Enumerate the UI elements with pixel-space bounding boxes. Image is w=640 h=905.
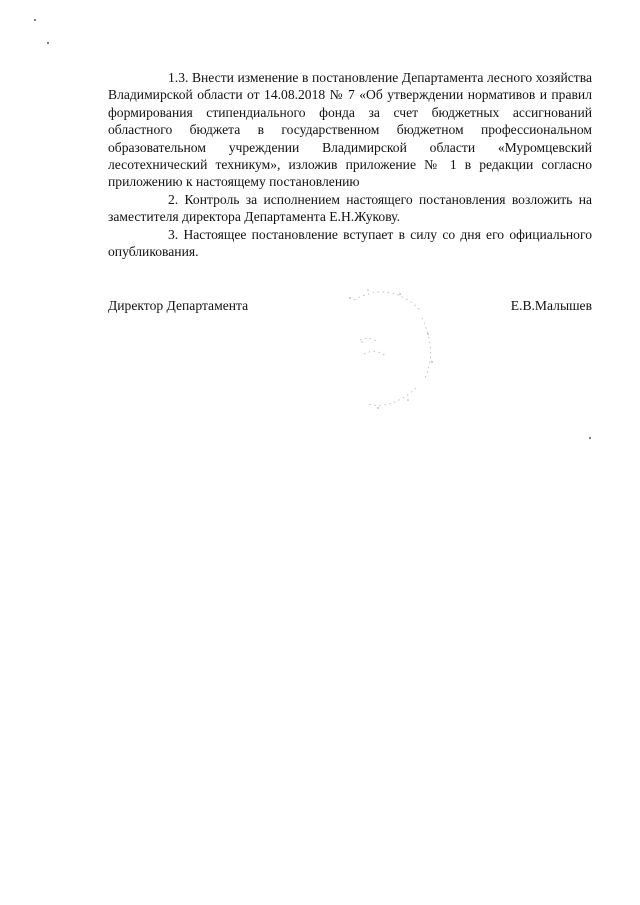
paragraph-1-3: [108, 69, 592, 191]
paragraph-2: [108, 191, 592, 226]
paragraph-number: 1.3.: [168, 70, 189, 85]
scan-speck: [589, 437, 591, 439]
signatory-name: Е.В.Малышев: [510, 298, 592, 313]
scan-speck: [47, 42, 49, 44]
paragraph-text: Настоящее постановление вступает в силу со дня его официального опубликования.: [108, 226, 592, 260]
faint-stamp-mark: [338, 282, 442, 414]
paragraph-text: Контроль за исполнением настоящего постановления возложить на заместителя директора Департамента Е.Н.Жукову.: [108, 191, 592, 225]
paragraph-number: 2.: [168, 191, 179, 207]
document-body: [108, 69, 592, 260]
paragraph-number: 3.: [168, 226, 179, 242]
paragraph-3: [108, 226, 592, 261]
paragraph-text: Внести изменение в постановление Департамента лесного хозяйства Владимирской области от 14.08.2018 № 7 «Об утверждении нормативов и правил формирования стипендиального фонда за счет бюджетных ассигнований областного бюджета в государственном бюджетном профессиональном образовательном учреждении Владимирской области «Муромцевский лесотехнический техникум», изложив приложение № 1 в редакции согласно приложению к настоящему постановлению: [108, 70, 593, 190]
scan-speck: [34, 19, 36, 21]
signatory-title: Директор Департамента: [108, 298, 249, 313]
